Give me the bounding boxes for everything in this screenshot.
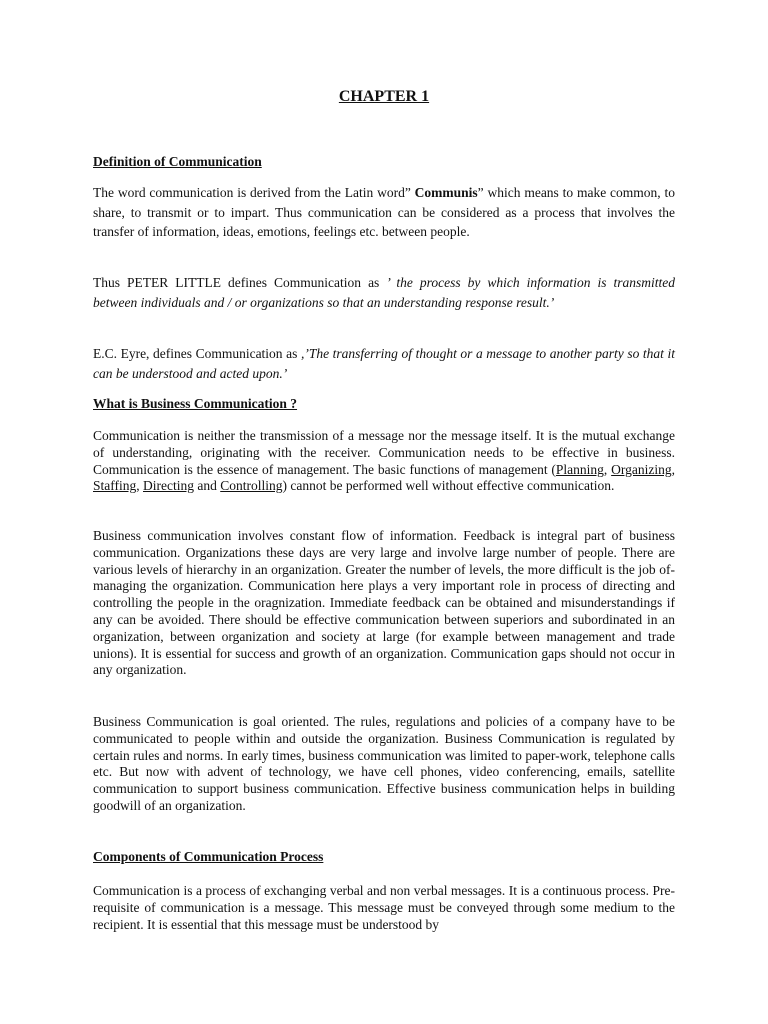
definition-paragraph-3 <box>93 344 675 383</box>
business-paragraph-2: Business communication involves constant flow of information. Feedback is integral part of business communication. Organizations these days are very large and involve large number of people. There are various levels of hierarchy in an organization. Greater the number of levels, the more difficult is the job of- managing the organization. Communication here plays a very important role in process of directing and controlling the people in the oragnization. Immediate feedback can be obtained and misunderstandings if any can be avoided. There should be effective communication between superiors and subordinated in an organization, between organization and society at large (for example between management and trade unions). It is essential for success and growth of an organization. Communication gaps should not occur in any organization. <box>93 528 675 678</box>
function-controlling: Controlling <box>220 478 283 494</box>
definition-paragraph-1 <box>93 183 675 242</box>
business-heading: What is Business Communication ? <box>93 396 298 411</box>
peter-little-quote: ’ the process by which information is transmitted between individuals and / or organizations so that an understanding response result.’ <box>93 275 675 310</box>
function-staffing: Staffing <box>93 478 137 494</box>
components-heading: Components of Communication Process <box>93 849 324 864</box>
definition-paragraph-2 <box>93 273 675 312</box>
function-directing: Directing <box>143 478 194 494</box>
eyre-quote: ,’The transferring of thought or a message to another party so that it can be understood and acted upon.’ <box>93 346 675 381</box>
function-organizing: Organizing <box>611 461 672 477</box>
function-planning: Planning <box>555 461 604 477</box>
business-paragraph-3: Business Communication is goal oriented. The rules, regulations and policies of a company have to be communicated to people within and outside the organization. Business Communication is regulated by certain rules and norms. In early times, business communication was limited to paper-work, telephone calls etc. But now with advent of technology, we have cell phones, video conferencing, emails, satellite communication to support business communication. Effective business communication helps in building goodwill of an organization. <box>93 714 675 813</box>
business-paragraph-1: Communication is neither the transmission of a message nor the message itself. It is the mutual exchange of understanding, originating with the receiver. Communication needs to be effective in business. Communication is the essence of management. The basic functions of management (Planning, Organizing, Staffing, Directing and Controlling) cannot be performed well without effective communication. <box>93 428 676 494</box>
definition-p1-text-b: ” which means to make common, to share, to transmit or to impart. Thus communication can be considered as a process that involves the transfer of information, ideas, emotions, feelings etc. between people. <box>93 185 675 239</box>
definition-p1-text-a: The word communication is derived from the Latin word” <box>93 185 415 200</box>
business-p1-text-b: ) cannot be performed well without effective communication. <box>282 478 615 494</box>
latin-word: Communis <box>414 185 478 200</box>
business-p1-text-a: Communication is neither the transmission of a message nor the message itself. It is the mutual exchange of understanding, originating with the receiver. Communication needs to be effective in business. Communication is the essence of management. The basic functions of management ( <box>93 428 675 477</box>
peter-little-intro: Thus PETER LITTLE defines Communication as <box>93 275 387 290</box>
chapter-title: CHAPTER 1 <box>338 88 430 105</box>
definition-heading: Definition of Communication <box>93 154 262 169</box>
components-paragraph-1: Communication is a process of exchanging verbal and non verbal messages. It is a continuous process. Pre-requisite of communication is a message. This message must be conveyed through some medium to the recipient. It is essential that this message must be understood by <box>93 883 675 932</box>
eyre-intro: E.C. Eyre, defines Communication as <box>93 346 301 361</box>
